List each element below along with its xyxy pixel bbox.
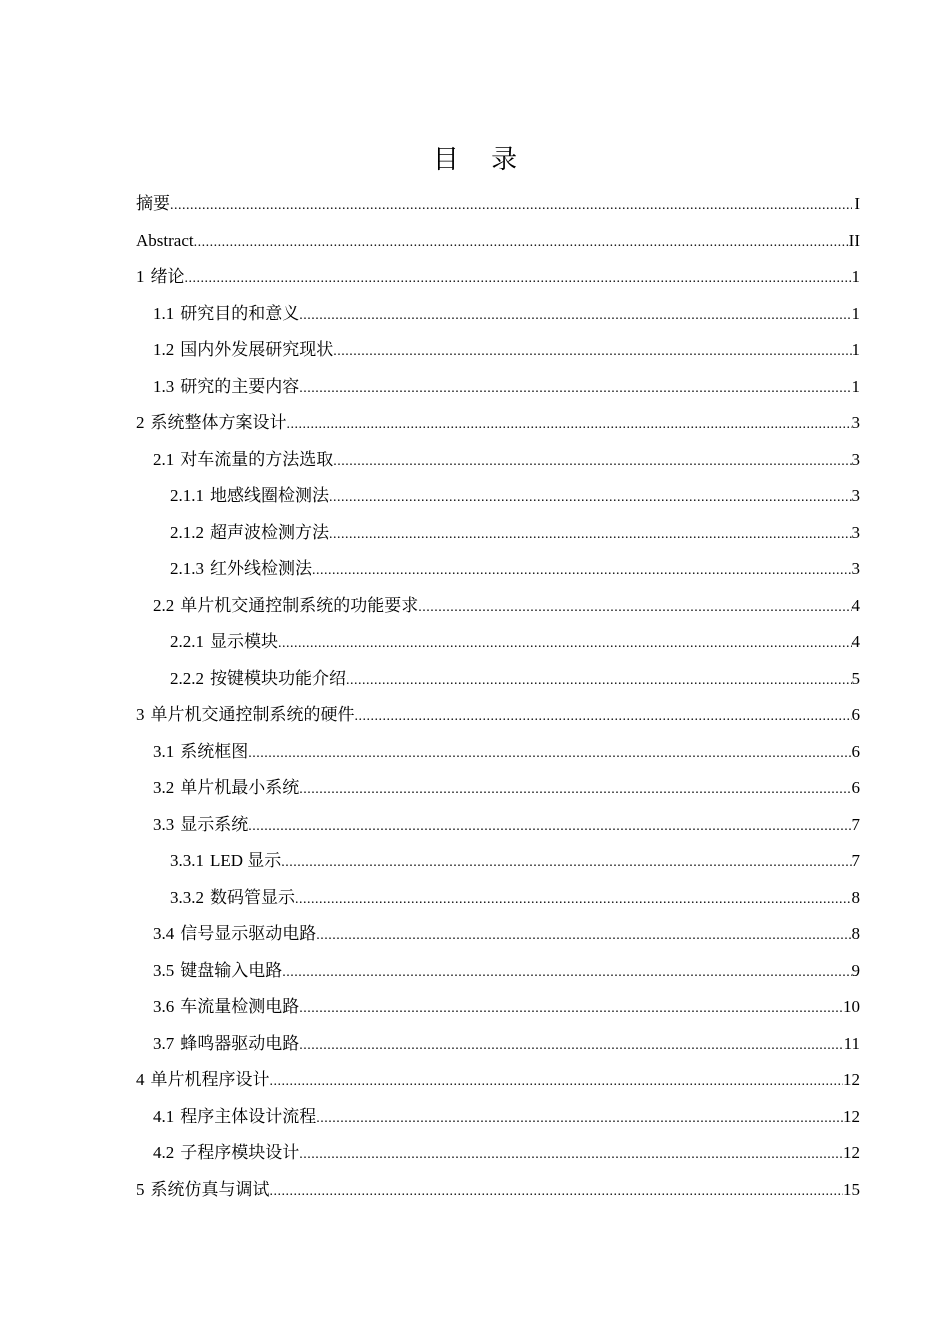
toc-entry-label <box>153 588 418 625</box>
toc-entry-label <box>153 770 299 807</box>
toc-leader-dots <box>299 1028 843 1065</box>
toc-entry[interactable] <box>136 332 860 369</box>
toc-title: 目 录 <box>432 145 530 176</box>
toc-leader-dots <box>418 590 851 627</box>
toc-entry-page: II <box>848 230 860 250</box>
toc-entry[interactable] <box>136 515 860 552</box>
toc-entry-label <box>153 296 299 333</box>
toc-leader-dots <box>194 225 849 262</box>
toc-entry[interactable] <box>136 478 860 515</box>
toc-entry-page: 8 <box>851 887 860 907</box>
toc-entry-text: LED 显示 <box>210 851 282 870</box>
toc-entry-number: 2.2.2 <box>170 668 204 688</box>
toc-entry-page: 1 <box>851 340 860 359</box>
toc-leader-dots <box>355 699 852 736</box>
toc-entry-label <box>153 734 248 771</box>
toc-entry-page: 3 <box>851 559 860 578</box>
toc-entry-text: 研究目的和意义 <box>180 303 300 323</box>
toc-entry[interactable] <box>136 551 860 588</box>
toc-entry-text: 程序主体设计流程 <box>180 1106 317 1126</box>
toc-entry-number: 3.5 <box>153 960 175 980</box>
toc-entry[interactable] <box>136 953 860 990</box>
toc-leader-dots <box>295 882 852 919</box>
toc-leader-dots <box>299 1137 843 1174</box>
toc-entry[interactable] <box>136 1172 860 1209</box>
toc-entry[interactable] <box>136 1135 860 1172</box>
toc-entry-number: 3.1 <box>153 741 175 761</box>
toc-entry[interactable] <box>136 843 860 880</box>
toc-entry[interactable] <box>136 259 860 296</box>
toc-leader-dots <box>278 626 852 663</box>
toc-entry[interactable] <box>136 661 860 698</box>
toc-entry-number: 2.2 <box>153 595 175 615</box>
toc-entry[interactable] <box>136 1062 860 1099</box>
toc-leader-dots <box>170 188 852 225</box>
toc-entry-number: 2 <box>136 413 145 432</box>
toc-entry-number: 3.3.1 <box>170 851 204 870</box>
toc-entry-text: 单片机程序设计 <box>150 1070 270 1089</box>
toc-leader-dots <box>329 480 852 517</box>
toc-entry-label <box>153 1135 299 1172</box>
toc-entry-text: 单片机最小系统 <box>180 778 300 797</box>
toc-entry-page: 1 <box>851 267 860 286</box>
toc-leader-dots <box>312 553 852 590</box>
toc-entry-text: 信号显示驱动电路 <box>180 924 317 943</box>
toc-entry[interactable] <box>136 916 860 953</box>
toc-entry-page: 8 <box>851 924 860 943</box>
toc-entry-page: 12 <box>843 1106 860 1126</box>
toc-entry[interactable] <box>136 405 860 442</box>
toc-entry-text: 子程序模块设计 <box>180 1143 300 1162</box>
toc-entry[interactable] <box>136 770 860 807</box>
toc-entry-number: 4.1 <box>153 1106 175 1126</box>
toc-entry-text: 红外线检测法 <box>210 559 312 578</box>
toc-entry-number: 4 <box>136 1070 145 1089</box>
toc-entry-label <box>136 697 355 734</box>
toc-entry-number: 1.2 <box>153 340 175 359</box>
toc-entry-label <box>170 843 281 880</box>
toc-entry-text: 键盘输入电路 <box>180 960 283 980</box>
toc-leader-dots <box>282 955 851 992</box>
toc-list <box>136 186 860 1208</box>
toc-entry-label <box>153 807 248 844</box>
toc-leader-dots <box>185 261 852 298</box>
toc-entry[interactable] <box>136 296 860 333</box>
toc-entry[interactable] <box>136 186 860 223</box>
toc-entry-label <box>153 332 333 369</box>
toc-entry-text: 系统仿真与调试 <box>150 1179 270 1199</box>
toc-entry-page: 3 <box>851 449 860 469</box>
toc-entry-label <box>153 1026 299 1063</box>
toc-entry-text: 单片机交通控制系统的硬件 <box>150 705 355 724</box>
toc-entry-number: 3.2 <box>153 778 175 797</box>
toc-entry[interactable] <box>136 223 860 260</box>
toc-leader-dots <box>287 407 852 444</box>
toc-entry-page: 5 <box>851 668 860 688</box>
toc-entry[interactable] <box>136 697 860 734</box>
toc-entry-page: 10 <box>843 997 860 1016</box>
toc-entry-number: 1 <box>136 267 145 286</box>
toc-entry-number: 3 <box>136 705 145 724</box>
toc-leader-dots <box>299 298 851 335</box>
toc-leader-dots <box>299 991 843 1028</box>
toc-entry-label <box>136 186 170 223</box>
toc-entry-page: 7 <box>851 814 860 834</box>
toc-entry-number: 3.6 <box>153 997 175 1016</box>
toc-entry-page: I <box>854 194 860 213</box>
toc-entry-number: 2.1 <box>153 449 175 469</box>
toc-leader-dots <box>333 444 851 481</box>
toc-entry-number: 3.7 <box>153 1033 175 1053</box>
toc-entry[interactable] <box>136 624 860 661</box>
toc-entry-text: 摘要 <box>136 194 170 213</box>
toc-entry-page: 6 <box>851 741 860 761</box>
toc-entry-label <box>153 369 299 406</box>
toc-entry-label <box>153 953 282 990</box>
toc-entry-page: 12 <box>843 1143 860 1162</box>
toc-entry-label <box>170 661 346 698</box>
toc-entry-number: 2.2.1 <box>170 632 204 651</box>
toc-entry[interactable] <box>136 588 860 625</box>
toc-leader-dots <box>248 736 851 773</box>
toc-entry-label <box>136 259 185 296</box>
toc-entry-label <box>170 515 329 552</box>
toc-entry-number: 2.1.2 <box>170 522 204 542</box>
toc-leader-dots <box>270 1174 844 1211</box>
toc-entry-page: 6 <box>851 778 860 797</box>
toc-entry-label <box>153 442 333 479</box>
toc-entry-text: 车流量检测电路 <box>180 997 300 1016</box>
toc-entry-number: 3.4 <box>153 924 175 943</box>
toc-entry-label <box>136 1062 270 1099</box>
toc-entry-text: 超声波检测方法 <box>210 522 329 542</box>
toc-entry-number: 3.3.2 <box>170 887 204 907</box>
toc-entry-number: 4.2 <box>153 1143 175 1162</box>
toc-entry-label <box>170 624 278 661</box>
toc-entry-label <box>170 551 312 588</box>
toc-entry-text: 系统整体方案设计 <box>150 413 287 432</box>
toc-entry[interactable] <box>136 989 860 1026</box>
toc-entry-page: 4 <box>851 595 860 615</box>
toc-leader-dots <box>299 371 851 408</box>
toc-entry-number: 5 <box>136 1179 145 1199</box>
toc-entry[interactable] <box>136 1026 860 1063</box>
toc-entry-page: 3 <box>851 413 860 432</box>
toc-leader-dots <box>333 334 851 371</box>
toc-entry-text: 数码管显示 <box>210 887 295 907</box>
toc-entry-number: 2.1.3 <box>170 559 204 578</box>
toc-leader-dots <box>299 772 851 809</box>
toc-leader-dots <box>248 809 851 846</box>
toc-entry-label <box>136 1172 270 1209</box>
toc-entry-number: 2.1.1 <box>170 486 204 505</box>
toc-entry-page: 7 <box>851 851 860 870</box>
toc-leader-dots <box>316 1101 843 1138</box>
toc-entry-label <box>136 405 287 442</box>
toc-entry-page: 3 <box>851 522 860 542</box>
toc-leader-dots <box>270 1064 844 1101</box>
toc-entry-label <box>170 478 329 515</box>
toc-entry[interactable] <box>136 734 860 771</box>
toc-entry-text: 蜂鸣器驱动电路 <box>180 1033 300 1053</box>
toc-entry-page: 9 <box>851 960 860 980</box>
toc-entry-label <box>153 1099 316 1136</box>
toc-entry-text: Abstract <box>136 230 194 250</box>
toc-entry-text: 地感线圈检测法 <box>210 486 329 505</box>
toc-entry-number: 1.1 <box>153 303 175 323</box>
toc-entry-label <box>136 223 194 260</box>
toc-entry-page: 11 <box>843 1033 860 1053</box>
toc-entry[interactable] <box>136 369 860 406</box>
toc-leader-dots <box>281 845 851 882</box>
toc-entry-text: 单片机交通控制系统的功能要求 <box>180 595 419 615</box>
toc-entry-number: 1.3 <box>153 376 175 396</box>
toc-entry-text: 系统框图 <box>180 741 249 761</box>
toc-entry-page: 15 <box>843 1179 860 1199</box>
toc-entry-page: 3 <box>851 486 860 505</box>
toc-entry[interactable] <box>136 807 860 844</box>
toc-entry-page: 4 <box>851 632 860 651</box>
toc-entry-text: 显示系统 <box>180 814 249 834</box>
toc-entry-text: 对车流量的方法选取 <box>180 449 334 469</box>
toc-entry-page: 1 <box>851 376 860 396</box>
toc-entry-label <box>170 880 295 917</box>
toc-entry-label <box>153 916 316 953</box>
toc-leader-dots <box>346 663 852 700</box>
toc-entry-page: 6 <box>851 705 860 724</box>
toc-entry[interactable] <box>136 880 860 917</box>
toc-entry-text: 按键模块功能介绍 <box>210 668 346 688</box>
toc-entry[interactable] <box>136 442 860 479</box>
toc-leader-dots <box>329 517 852 554</box>
toc-entry-text: 绪论 <box>150 267 185 286</box>
toc-entry-page: 12 <box>843 1070 860 1089</box>
toc-entry-page: 1 <box>851 303 860 323</box>
toc-entry-text: 国内外发展研究现状 <box>180 340 334 359</box>
toc-entry-text: 研究的主要内容 <box>180 376 300 396</box>
toc-leader-dots <box>316 918 851 955</box>
toc-entry-label <box>153 989 299 1026</box>
toc-entry[interactable] <box>136 1099 860 1136</box>
toc-entry-number: 3.3 <box>153 814 175 834</box>
toc-entry-text: 显示模块 <box>210 632 278 651</box>
